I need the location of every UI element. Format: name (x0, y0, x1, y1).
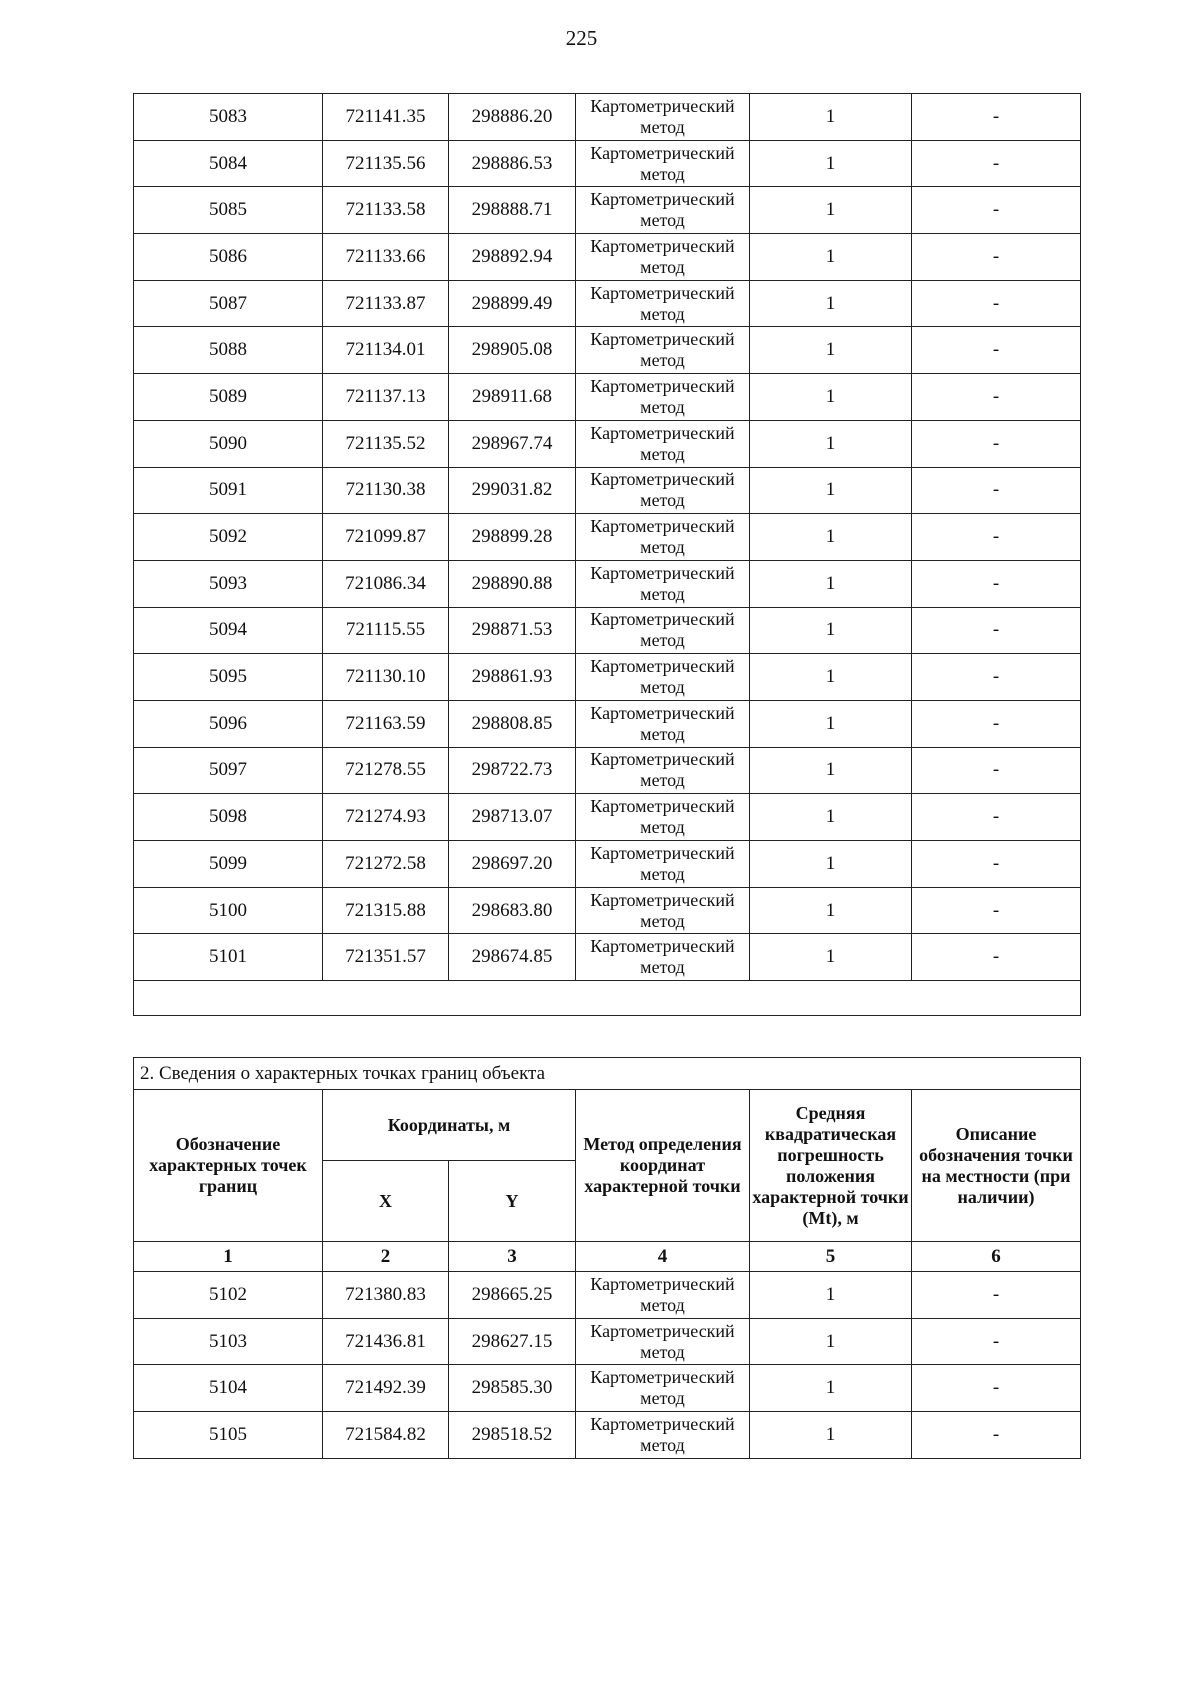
method-line: метод (640, 163, 685, 184)
mt-cell: 1 (750, 1365, 912, 1412)
header-method: Метод определения координат характерной точки (576, 1090, 750, 1242)
description-cell: - (912, 514, 1081, 561)
method-line: Картометрический (590, 282, 735, 303)
table-row (134, 420, 1081, 467)
y-coordinate-cell: 298888.71 (449, 187, 576, 234)
mt-cell: 1 (750, 654, 912, 701)
table-row (134, 747, 1081, 794)
description-cell: - (912, 560, 1081, 607)
point-id-cell: 5092 (134, 514, 323, 561)
y-coordinate-cell: 298871.53 (449, 607, 576, 654)
mt-cell: 1 (750, 420, 912, 467)
point-id-cell: 5084 (134, 140, 323, 187)
table-row (134, 140, 1081, 187)
y-coordinate-cell: 298905.08 (449, 327, 576, 374)
point-id-cell: 5093 (134, 560, 323, 607)
method-cell (576, 467, 750, 514)
method-line: Картометрический (590, 329, 735, 350)
x-coordinate-cell: 721278.55 (323, 747, 449, 794)
points-table-continued (133, 93, 1081, 1016)
method-line: метод (640, 490, 685, 511)
mt-cell: 1 (750, 747, 912, 794)
description-cell: - (912, 327, 1081, 374)
description-cell: - (912, 374, 1081, 421)
point-id-cell: 5098 (134, 794, 323, 841)
y-coordinate-cell: 298674.85 (449, 934, 576, 981)
y-coordinate-cell: 298665.25 (449, 1272, 576, 1319)
table-row (134, 187, 1081, 234)
point-id-cell: 5085 (134, 187, 323, 234)
table-row (134, 1272, 1081, 1319)
method-line: метод (640, 910, 685, 931)
point-id-cell: 5089 (134, 374, 323, 421)
method-line: Картометрический (590, 562, 735, 583)
point-id-cell: 5095 (134, 654, 323, 701)
y-coordinate-cell: 298886.53 (449, 140, 576, 187)
page-number: 225 (565, 26, 598, 50)
method-line: метод (640, 1294, 685, 1315)
table-row (134, 607, 1081, 654)
x-coordinate-cell: 721272.58 (323, 841, 449, 888)
table-row (134, 1365, 1081, 1412)
method-line: Картометрический (590, 796, 735, 817)
method-line: метод (640, 770, 685, 791)
method-line: Картометрический (590, 375, 735, 396)
column-number: 1 (134, 1242, 323, 1272)
x-coordinate-cell: 721436.81 (323, 1318, 449, 1365)
section-title: 2. Сведения о характерных точках границ объекта (134, 1058, 1081, 1090)
table-row (134, 654, 1081, 701)
header-description: Описание обозначения точки на местности (при наличии) (912, 1090, 1081, 1242)
description-cell: - (912, 1318, 1081, 1365)
point-id-cell: 5090 (134, 420, 323, 467)
point-id-cell: 5086 (134, 234, 323, 281)
method-line: метод (640, 1341, 685, 1362)
description-cell: - (912, 280, 1081, 327)
column-number: 3 (449, 1242, 576, 1272)
point-id-cell: 5103 (134, 1318, 323, 1365)
mt-cell: 1 (750, 94, 912, 141)
mt-cell: 1 (750, 560, 912, 607)
point-id-cell: 5102 (134, 1272, 323, 1319)
mt-cell: 1 (750, 934, 912, 981)
method-cell (576, 794, 750, 841)
mt-cell: 1 (750, 327, 912, 374)
mt-cell: 1 (750, 514, 912, 561)
method-line: метод (640, 817, 685, 838)
header-coordinates: Координаты, м (323, 1090, 576, 1161)
method-line: метод (640, 303, 685, 324)
table-row (134, 374, 1081, 421)
method-line: метод (640, 350, 685, 371)
table-row (134, 514, 1081, 561)
y-coordinate-cell: 298886.20 (449, 94, 576, 141)
method-cell (576, 934, 750, 981)
method-cell (576, 887, 750, 934)
mt-cell: 1 (750, 1318, 912, 1365)
point-id-cell: 5100 (134, 887, 323, 934)
x-coordinate-cell: 721141.35 (323, 94, 449, 141)
y-coordinate-cell: 298899.28 (449, 514, 576, 561)
method-line: метод (640, 957, 685, 978)
method-line: Картометрический (590, 889, 735, 910)
y-coordinate-cell: 298627.15 (449, 1318, 576, 1365)
method-line: метод (640, 116, 685, 137)
method-line: Картометрический (590, 189, 735, 210)
x-coordinate-cell: 721133.66 (323, 234, 449, 281)
points-table-body (134, 94, 1081, 981)
method-line: метод (640, 1434, 685, 1455)
point-id-cell: 5105 (134, 1412, 323, 1459)
table-row (134, 794, 1081, 841)
description-cell: - (912, 187, 1081, 234)
method-cell (576, 187, 750, 234)
mt-cell: 1 (750, 841, 912, 888)
boundary-points-table (133, 1057, 1081, 1459)
column-number: 4 (576, 1242, 750, 1272)
x-coordinate-cell: 721351.57 (323, 934, 449, 981)
description-cell: - (912, 140, 1081, 187)
method-cell (576, 607, 750, 654)
method-line: Картометрический (590, 842, 735, 863)
table-row (134, 887, 1081, 934)
description-cell: - (912, 1272, 1081, 1319)
x-coordinate-cell: 721584.82 (323, 1412, 449, 1459)
point-id-cell: 5099 (134, 841, 323, 888)
y-coordinate-cell: 298890.88 (449, 560, 576, 607)
table-row (134, 1412, 1081, 1459)
y-coordinate-cell: 298585.30 (449, 1365, 576, 1412)
x-coordinate-cell: 721315.88 (323, 887, 449, 934)
method-line: метод (640, 583, 685, 604)
mt-cell: 1 (750, 374, 912, 421)
method-line: Картометрический (590, 422, 735, 443)
table-row (134, 234, 1081, 281)
method-line: метод (640, 723, 685, 744)
column-number: 6 (912, 1242, 1081, 1272)
method-cell (576, 514, 750, 561)
x-coordinate-cell: 721115.55 (323, 607, 449, 654)
method-line: метод (640, 677, 685, 698)
description-cell: - (912, 420, 1081, 467)
method-line: Картометрический (590, 702, 735, 723)
method-cell (576, 234, 750, 281)
method-cell (576, 700, 750, 747)
empty-cell (134, 981, 1081, 1016)
description-cell: - (912, 934, 1081, 981)
method-line: Картометрический (590, 142, 735, 163)
method-line: метод (640, 537, 685, 558)
header-mt: Средняя квадратическая погрешность положения характерной точки (Mt), м (750, 1090, 912, 1242)
mt-cell: 1 (750, 887, 912, 934)
header-point-designation: Обозначение характерных точек границ (134, 1090, 323, 1242)
method-cell (576, 280, 750, 327)
method-line: метод (640, 1388, 685, 1409)
y-coordinate-cell: 298518.52 (449, 1412, 576, 1459)
empty-row (134, 981, 1081, 1016)
description-cell: - (912, 794, 1081, 841)
method-line: Картометрический (590, 1367, 735, 1388)
x-coordinate-cell: 721135.52 (323, 420, 449, 467)
y-coordinate-cell: 298967.74 (449, 420, 576, 467)
method-line: Картометрический (590, 235, 735, 256)
description-cell: - (912, 841, 1081, 888)
table-row (134, 1318, 1081, 1365)
point-id-cell: 5091 (134, 467, 323, 514)
column-number: 5 (750, 1242, 912, 1272)
method-cell (576, 654, 750, 701)
method-cell (576, 1412, 750, 1459)
x-coordinate-cell: 721133.58 (323, 187, 449, 234)
description-cell: - (912, 887, 1081, 934)
method-line: Картометрический (590, 516, 735, 537)
mt-cell: 1 (750, 467, 912, 514)
y-coordinate-cell: 298861.93 (449, 654, 576, 701)
point-id-cell: 5083 (134, 94, 323, 141)
x-coordinate-cell: 721380.83 (323, 1272, 449, 1319)
method-line: Картометрический (590, 609, 735, 630)
method-line: Картометрический (590, 656, 735, 677)
mt-cell: 1 (750, 280, 912, 327)
method-cell (576, 374, 750, 421)
description-cell: - (912, 1365, 1081, 1412)
x-coordinate-cell: 721130.38 (323, 467, 449, 514)
point-id-cell: 5094 (134, 607, 323, 654)
method-cell (576, 747, 750, 794)
method-line: метод (640, 396, 685, 417)
mt-cell: 1 (750, 794, 912, 841)
mt-cell: 1 (750, 140, 912, 187)
mt-cell: 1 (750, 1412, 912, 1459)
method-line: метод (640, 210, 685, 231)
boundary-points-table-body (134, 1272, 1081, 1459)
table-row (134, 94, 1081, 141)
y-coordinate-cell: 298808.85 (449, 700, 576, 747)
description-cell: - (912, 700, 1081, 747)
table-row (134, 467, 1081, 514)
table-row (134, 841, 1081, 888)
method-line: Картометрический (590, 936, 735, 957)
method-line: метод (640, 443, 685, 464)
method-cell (576, 327, 750, 374)
mt-cell: 1 (750, 234, 912, 281)
x-coordinate-cell: 721137.13 (323, 374, 449, 421)
x-coordinate-cell: 721134.01 (323, 327, 449, 374)
y-coordinate-cell: 298722.73 (449, 747, 576, 794)
table-row (134, 280, 1081, 327)
column-number: 2 (323, 1242, 449, 1272)
method-cell (576, 560, 750, 607)
y-coordinate-cell: 299031.82 (449, 467, 576, 514)
method-line: Картометрический (590, 1320, 735, 1341)
method-cell (576, 1272, 750, 1319)
header-x: X (323, 1161, 449, 1242)
method-cell (576, 140, 750, 187)
table-row (134, 560, 1081, 607)
y-coordinate-cell: 298697.20 (449, 841, 576, 888)
method-line: Картометрический (590, 749, 735, 770)
method-cell (576, 1365, 750, 1412)
mt-cell: 1 (750, 700, 912, 747)
method-line: Картометрический (590, 469, 735, 490)
table-row (134, 700, 1081, 747)
method-cell (576, 1318, 750, 1365)
header-y: Y (449, 1161, 576, 1242)
y-coordinate-cell: 298892.94 (449, 234, 576, 281)
description-cell: - (912, 467, 1081, 514)
x-coordinate-cell: 721130.10 (323, 654, 449, 701)
method-cell (576, 420, 750, 467)
x-coordinate-cell: 721086.34 (323, 560, 449, 607)
table-row (134, 934, 1081, 981)
method-line: метод (640, 863, 685, 884)
method-line: метод (640, 630, 685, 651)
y-coordinate-cell: 298911.68 (449, 374, 576, 421)
mt-cell: 1 (750, 1272, 912, 1319)
x-coordinate-cell: 721135.56 (323, 140, 449, 187)
x-coordinate-cell: 721133.87 (323, 280, 449, 327)
mt-cell: 1 (750, 607, 912, 654)
x-coordinate-cell: 721099.87 (323, 514, 449, 561)
point-id-cell: 5104 (134, 1365, 323, 1412)
point-id-cell: 5088 (134, 327, 323, 374)
point-id-cell: 5096 (134, 700, 323, 747)
description-cell: - (912, 234, 1081, 281)
method-line: метод (640, 256, 685, 277)
method-cell (576, 94, 750, 141)
x-coordinate-cell: 721274.93 (323, 794, 449, 841)
y-coordinate-cell: 298713.07 (449, 794, 576, 841)
y-coordinate-cell: 298899.49 (449, 280, 576, 327)
mt-cell: 1 (750, 187, 912, 234)
table-row (134, 327, 1081, 374)
description-cell: - (912, 654, 1081, 701)
x-coordinate-cell: 721492.39 (323, 1365, 449, 1412)
point-id-cell: 5097 (134, 747, 323, 794)
description-cell: - (912, 1412, 1081, 1459)
point-id-cell: 5101 (134, 934, 323, 981)
description-cell: - (912, 94, 1081, 141)
method-line: Картометрический (590, 95, 735, 116)
point-id-cell: 5087 (134, 280, 323, 327)
y-coordinate-cell: 298683.80 (449, 887, 576, 934)
x-coordinate-cell: 721163.59 (323, 700, 449, 747)
description-cell: - (912, 747, 1081, 794)
method-line: Картометрический (590, 1413, 735, 1434)
method-cell (576, 841, 750, 888)
method-line: Картометрический (590, 1273, 735, 1294)
description-cell: - (912, 607, 1081, 654)
